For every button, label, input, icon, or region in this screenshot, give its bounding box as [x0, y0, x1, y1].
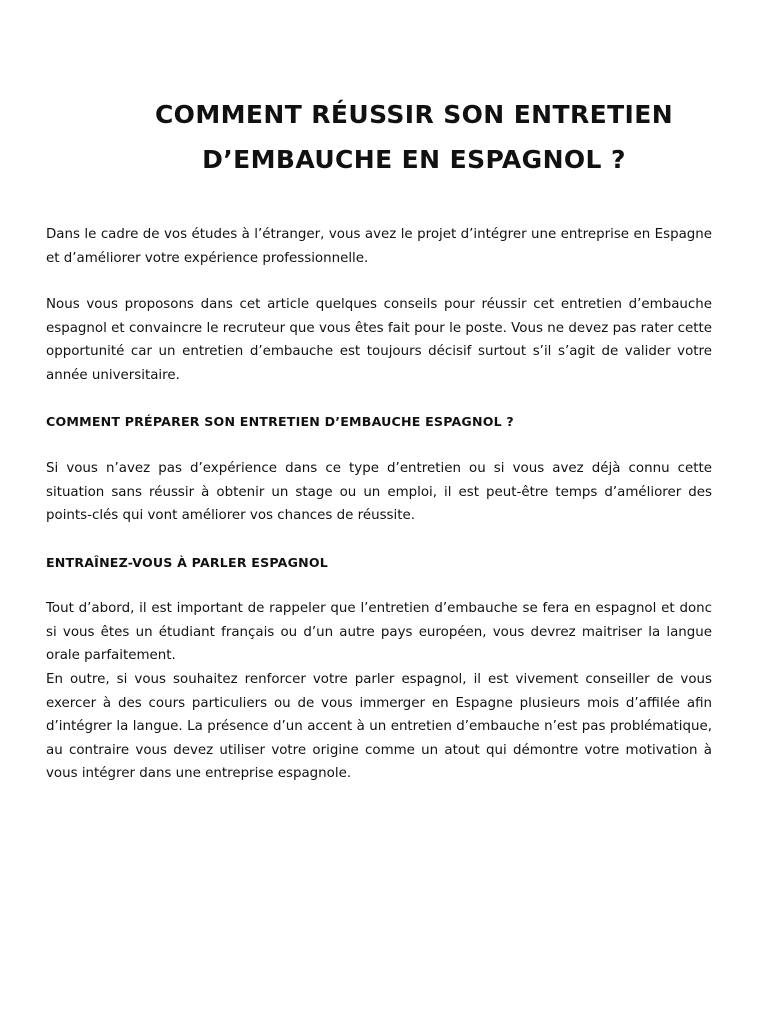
- title-line-1: COMMENT RÉUSSIR SON ENTRETIEN: [154, 100, 674, 129]
- practice-paragraph-1: Tout d’abord, il est important de rappeler que l’entretien d’embauche se fera en espagnol et donc si vous êtes un étudiant français ou d’un autre pays européen, vous devrez maitriser la langue orale parfaitement.: [46, 601, 712, 663]
- document-title: [60, 92, 768, 182]
- proposal-paragraph: Nous vous proposons dans cet article quelques conseils pour réussir cet entretien d’embauche espagnol et convaincre le recruteur que vous êtes fait pour le poste. Vous ne devez pas rater cette opportunité car un entretien d’embauche est toujours décisif surtout s’il s’agit de valider votre année universitaire.: [46, 297, 712, 383]
- preparation-paragraph: Si vous n’avez pas d’expérience dans ce type d’entretien ou si vous avez déjà connu cette situation sans réussir à obtenir un stage ou un emploi, il est peut-être temps d’améliorer des points-clés qui vont améliorer vos chances de réussite.: [46, 461, 712, 523]
- section-heading-preparation: COMMENT PRÉPARER SON ENTRETIEN D’EMBAUCHE ESPAGNOL ?: [46, 414, 514, 429]
- section-heading-practice: ENTRAÎNEZ-VOUS À PARLER ESPAGNOL: [46, 555, 328, 570]
- practice-paragraph-2: En outre, si vous souhaitez renforcer votre parler espagnol, il est vivement conseiller de vous exercer à des cours particuliers ou de vous immerger en Espagne plusieurs mois d’affilée afin d’intégrer la langue. La présence d’un accent à un entretien d’embauche n’est pas problématique, au contraire vous devez utiliser votre origine comme un atout qui démontre votre motivation à vous intégrer dans une entreprise espagnole.: [46, 672, 712, 781]
- title-line-2: D’EMBAUCHE EN ESPAGNOL ?: [202, 145, 626, 174]
- intro-paragraph: Dans le cadre de vos études à l’étranger, vous avez le projet d’intégrer une entreprise en Espagne et d’améliorer votre expérience professionnelle.: [46, 227, 712, 266]
